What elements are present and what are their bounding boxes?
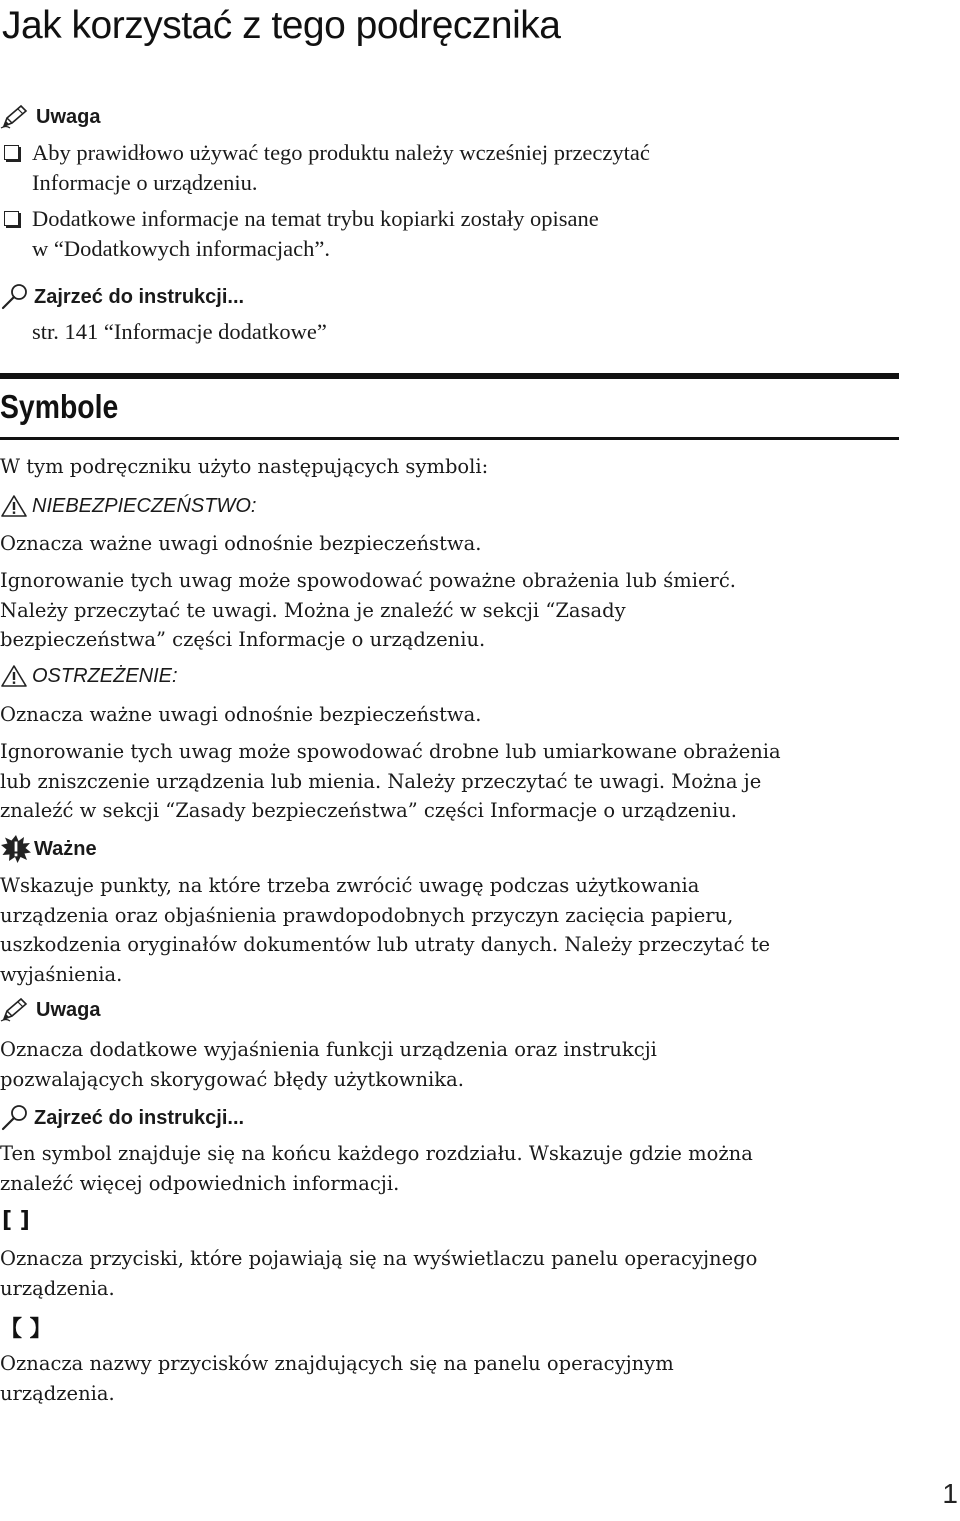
section-rule-bottom — [0, 437, 899, 440]
checkbox-bullet-icon — [4, 211, 19, 226]
top-note-item-line: Aby prawidłowo używać tego produktu należy wcześniej przeczytać — [32, 140, 650, 165]
top-note-item-line: w “Dodatkowych informacjach”. — [32, 235, 331, 261]
important-header — [0, 834, 97, 869]
note-description — [0, 1035, 900, 1094]
warning-triangle-icon — [0, 494, 28, 523]
caution-line: Oznacza ważne uwagi odnośnie bezpieczeństwa. — [0, 703, 482, 726]
reference-description — [0, 1139, 900, 1198]
caution-label: OSTRZEŻENIE: — [32, 665, 178, 688]
top-note-header — [0, 104, 100, 135]
panel-key-brackets: 【 】 — [0, 1317, 52, 1342]
top-note-item-line: Dodatkowe informacje na temat trybu kopiarki zostały opisane — [32, 206, 599, 231]
important-line: Wskazuje punkty, na które trzeba zwrócić uwagę podczas użytkowania — [0, 874, 700, 897]
important-burst-icon — [0, 834, 32, 869]
top-note-item — [0, 204, 900, 263]
top-note-item — [0, 138, 900, 197]
note-label: Uwaga — [36, 999, 101, 1022]
caution-description — [0, 737, 905, 826]
top-reference-header — [0, 283, 244, 316]
reference-label: Zajrzeć do instrukcji... — [34, 1107, 245, 1130]
note-line: pozwalających skorygować błędy użytkownika. — [0, 1067, 464, 1091]
section-rule-top — [0, 373, 899, 379]
top-reference-label: Zajrzeć do instrukcji... — [34, 286, 245, 309]
important-line: urządzenia oraz objaśnienia prawdopodobnych przyczyn zacięcia papieru, — [0, 903, 734, 927]
caution-line: znaleźć w sekcji “Zasady bezpieczeństwa” części Informacje o urządzeniu. — [0, 799, 737, 822]
note-header — [0, 997, 100, 1028]
important-line: uszkodzenia oryginałów dokumentów lub utraty danych. Należy przeczytać te — [0, 933, 771, 956]
display-keys-description — [0, 1244, 905, 1303]
panel-keys-description — [0, 1349, 900, 1408]
display-key-brackets: [ ] — [2, 1208, 30, 1233]
page-number: 1 — [942, 1478, 958, 1509]
pencil-icon — [0, 104, 30, 135]
danger-line: Ignorowanie tych uwag może spowodować poważne obrażenia lub śmierć. — [0, 569, 736, 592]
important-description — [0, 871, 905, 989]
magnifier-icon — [0, 1104, 30, 1137]
danger-line: Należy przeczytać te uwagi. Można je znaleźć w sekcji “Zasady — [0, 598, 626, 622]
danger-line: bezpieczeństwa” części Informacje o urządzeniu. — [0, 628, 486, 651]
note-line: Oznacza dodatkowe wyjaśnienia funkcji urządzenia oraz instrukcji — [0, 1038, 657, 1061]
top-reference-text: str. 141 “Informacje dodatkowe” — [32, 319, 327, 344]
important-line: wyjaśnienia. — [0, 962, 123, 986]
display-keys-line: Oznacza przyciski, które pojawiają się na wyświetlaczu panelu operacyjnego — [0, 1247, 758, 1270]
page-title: Jak korzystać z tego podręcznika — [2, 4, 561, 47]
danger-body — [0, 529, 900, 559]
display-keys-line: urządzenia. — [0, 1276, 115, 1300]
reference-line: Ten symbol znajduje się na końcu każdego rozdziału. Wskazuje gdzie można — [0, 1142, 753, 1165]
warning-triangle-icon — [0, 664, 28, 693]
danger-description — [0, 566, 900, 655]
top-note-item-line: Informacje o urządzeniu. — [32, 169, 258, 195]
pencil-icon — [0, 997, 30, 1028]
danger-header — [0, 494, 256, 523]
caution-body — [0, 700, 900, 730]
magnifier-icon — [0, 283, 30, 316]
reference-header — [0, 1104, 244, 1137]
section-heading: Symbole — [0, 388, 119, 425]
checkbox-bullet-icon — [4, 145, 19, 160]
panel-keys-line: urządzenia. — [0, 1381, 115, 1405]
caution-header — [0, 664, 178, 693]
important-label: Ważne — [34, 838, 97, 861]
caution-line: Ignorowanie tych uwag może spowodować drobne lub umiarkowane obrażenia — [0, 740, 781, 763]
panel-keys-line: Oznacza nazwy przycisków znajdujących się na panelu operacyjnym — [0, 1352, 674, 1375]
top-note-label: Uwaga — [36, 106, 101, 129]
reference-line: znaleźć więcej odpowiednich informacji. — [0, 1171, 400, 1195]
intro-text: W tym podręczniku użyto następujących symboli: — [0, 455, 489, 478]
danger-label: NIEBEZPIECZEŃSTWO: — [32, 495, 257, 518]
caution-line: lub zniszczenie urządzenia lub mienia. Należy przeczytać te uwagi. Można je — [0, 769, 762, 793]
danger-line: Oznacza ważne uwagi odnośnie bezpieczeństwa. — [0, 532, 482, 555]
